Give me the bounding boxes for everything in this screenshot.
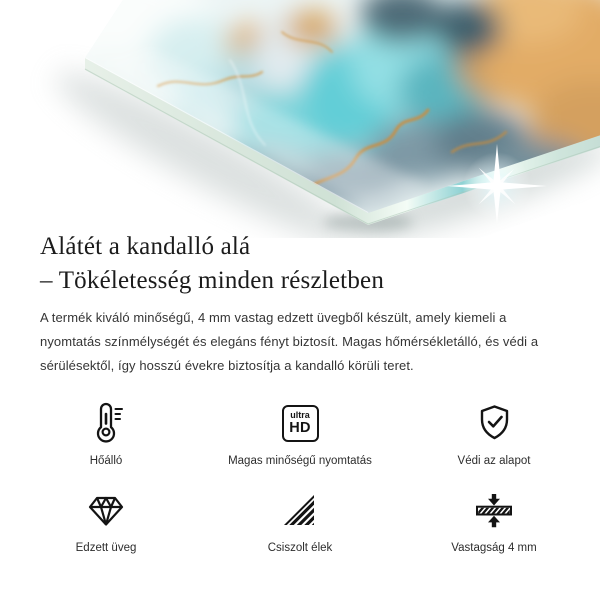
feature-protects-base <box>397 400 591 467</box>
thermometer-icon <box>88 400 124 446</box>
feature-label: Csiszolt élek <box>267 542 333 554</box>
feature-thickness <box>397 487 591 554</box>
thickness-icon <box>474 487 514 533</box>
product-description: A termék kiváló minőségű, 4 mm vastag edzett üvegből készült, amely kiemeli a nyomtatás színmélységét és elegáns fényt biztosít. Magas hőmérsékletálló, és védi a sérülésektől, így hosszú évekre biztosítja a kandalló körüli teret. <box>40 310 539 373</box>
feature-polished-edges <box>203 487 397 554</box>
feature-print-quality <box>203 400 397 467</box>
feature-tempered-glass <box>9 487 203 554</box>
polished-edges-icon <box>282 487 318 533</box>
feature-label: Magas minőségű nyomtatás <box>228 455 372 467</box>
shield-check-icon <box>476 400 513 446</box>
features-grid <box>0 400 600 554</box>
page-title-line1: Alátét a kandalló alá <box>40 233 251 260</box>
uhd-text-bottom: HD <box>289 419 311 436</box>
diamond-icon <box>86 487 126 533</box>
feature-heat-resistant <box>9 400 203 467</box>
product-photo <box>0 0 600 238</box>
page-title <box>40 230 384 298</box>
uhd-text-top: ultra <box>290 409 310 420</box>
ultra-hd-icon <box>282 405 319 442</box>
feature-label: Edzett üveg <box>75 542 137 554</box>
page-title-line2: – Tökéletesség minden részletben <box>40 267 385 294</box>
feature-label: Vastagság 4 mm <box>451 542 537 554</box>
feature-label: Védi az alapot <box>457 455 531 467</box>
glass-panel-image <box>0 0 600 238</box>
feature-label: Hőálló <box>89 455 123 467</box>
